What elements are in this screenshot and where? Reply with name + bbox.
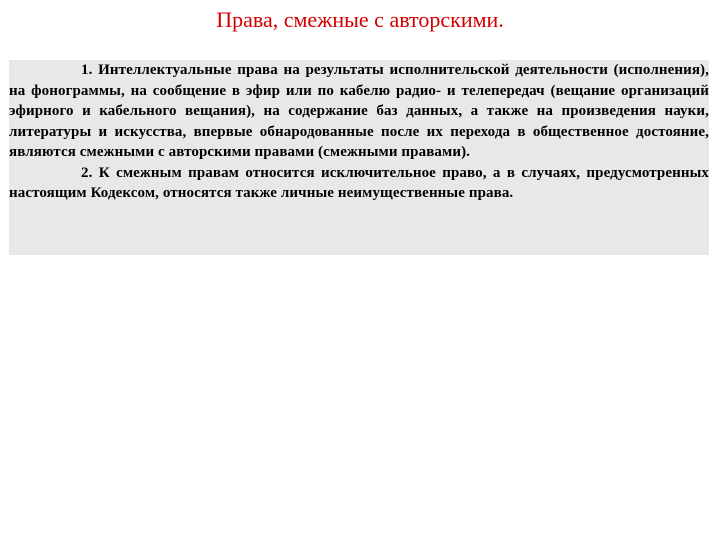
paragraph-1: 1. Интеллектуальные права на результаты исполнительской деятельности (исполнения), на фонограммы, на сообщение в эфир или по кабелю радио- и телепередач (вещание организаций эфирного и кабельного вещания), на содержание баз данных, а также на произведения науки, литературы и искусства, впервые обнародованные после их перехода в общественное достояние, являются смежными с авторскими правами (смежными правами). [9,62,709,160]
slide-title: Права, смежные с авторскими. [216,7,504,32]
paragraph-2: 2. К смежным правам относится исключительное право, а в случаях, предусмотренных настоящим Кодексом, относятся также личные неимущественные права. [9,164,709,201]
text-block [9,60,709,255]
